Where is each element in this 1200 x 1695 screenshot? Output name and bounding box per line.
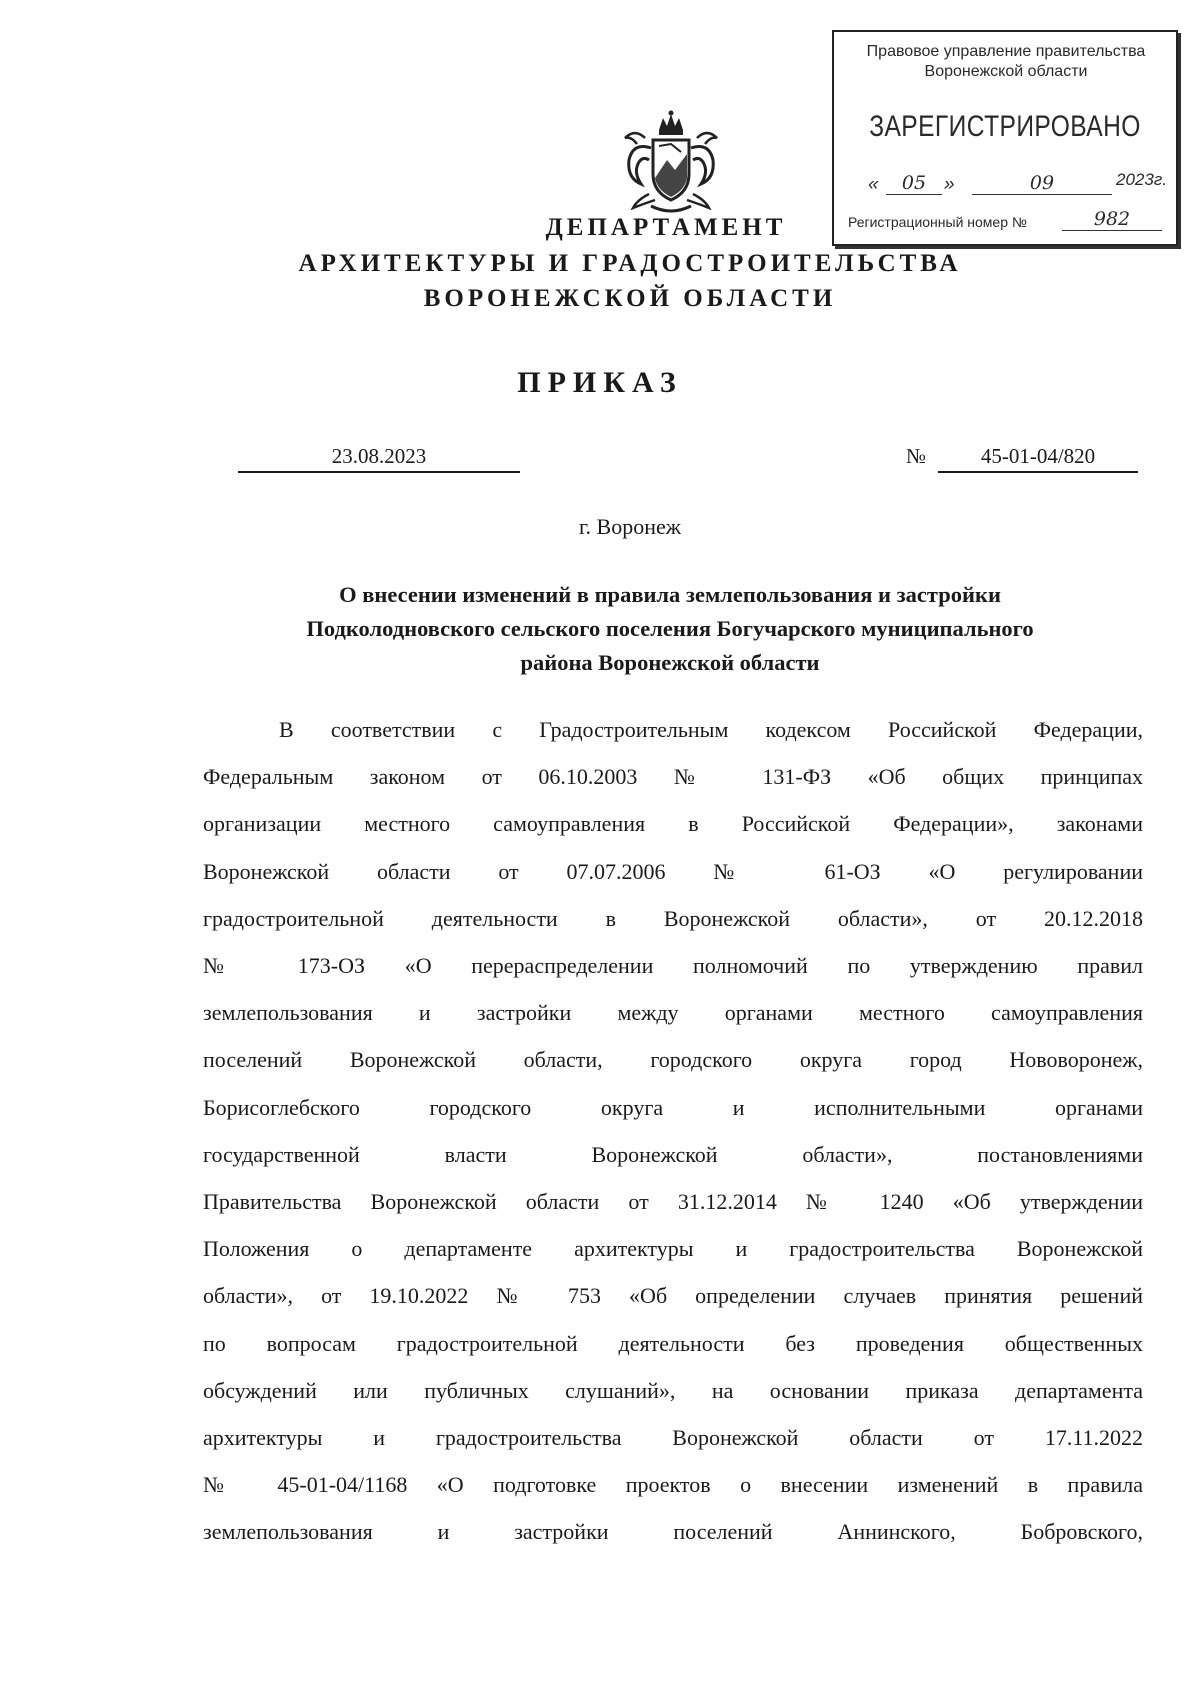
subject-line3: района Воронежской области	[520, 650, 820, 675]
body-line: обсуждений или публичных слушаний», на основании приказа департамента	[203, 1377, 1143, 1403]
body-line: № 45-01-04/1168 «О подготовке проектов о внесении изменений в правила	[203, 1472, 1143, 1498]
stamp-date-close-quote: »	[944, 174, 955, 195]
coat-of-arms-icon	[615, 108, 727, 220]
stamp-date-year: 2023г.	[1116, 170, 1167, 189]
body-line: Федеральным законом от 06.10.2003 № 131-ФЗ «Об общих принципах	[203, 764, 1143, 790]
department-title-line3: ВОРОНЕЖСКОЙ ОБЛАСТИ	[423, 285, 837, 312]
body-line: по вопросам градостроительной деятельности без проведения общественных	[203, 1330, 1143, 1356]
body-line: Борисоглебского городского округа и исполнительными органами	[203, 1094, 1143, 1120]
order-number: 45-01-04/820	[938, 444, 1138, 473]
body-line: № 173-ОЗ «О перераспределении полномочий по утверждению правил	[203, 953, 1143, 979]
body-line: градостроительной деятельности в Воронежской области», от 20.12.2018	[203, 905, 1143, 931]
stamp-registered-label: ЗАРЕГИСТРИРОВАНО	[869, 110, 1141, 143]
order-title: ПРИКАЗ	[517, 366, 683, 399]
stamp-regnum-label: Регистрационный номер №	[848, 214, 1027, 230]
stamp-organization	[844, 42, 1168, 82]
body-line: Положения о департаменте архитектуры и градостроительства Воронежской	[203, 1236, 1143, 1262]
stamp-org-line2: Воронежской области	[924, 63, 1088, 80]
stamp-date-day: 05	[886, 172, 942, 195]
subject-line1: О внесении изменений в правила землепользования и застройки	[339, 582, 1001, 607]
subject-line2: Подколодновского сельского поселения Богучарского муниципального	[306, 616, 1034, 641]
department-title-line1: ДЕПАРТАМЕНТ	[545, 214, 787, 241]
body-line: В соответствии с Градостроительным кодексом Российской Федерации,	[279, 717, 1143, 742]
department-title-line2: АРХИТЕКТУРЫ И ГРАДОСТРОИТЕЛЬСТВА	[298, 250, 962, 277]
order-city: г. Воронеж	[579, 514, 681, 539]
body-line: области», от 19.10.2022 № 753 «Об определении случаев принятия решений	[203, 1283, 1143, 1309]
body-line: землепользования и застройки между органами местного самоуправления	[203, 1000, 1143, 1026]
stamp-org-line1: Правовое управление правительства	[866, 43, 1146, 60]
order-number-sign: №	[906, 444, 927, 468]
body-line: архитектуры и градостроительства Воронежской области от 17.11.2022	[203, 1425, 1143, 1451]
body-line: поселений Воронежской области, городского округа город Нововоронеж,	[203, 1047, 1143, 1073]
body-line: организации местного самоуправления в Российской Федерации», законами	[203, 811, 1143, 837]
order-body	[203, 706, 1143, 1556]
stamp-date-open-quote: «	[868, 174, 879, 195]
stamp-date	[864, 170, 1166, 200]
stamp-regnum-value: 982	[1062, 208, 1162, 231]
body-line: государственной власти Воронежской области», постановлениями	[203, 1141, 1143, 1167]
order-date: 23.08.2023	[238, 444, 520, 473]
body-line: Правительства Воронежской области от 31.12.2014 № 1240 «Об утверждении	[203, 1189, 1143, 1215]
order-subject	[200, 578, 1140, 680]
body-line: Воронежской области от 07.07.2006 № 61-ОЗ «О регулировании	[203, 858, 1143, 884]
body-line: землепользования и застройки поселений Аннинского, Бобровского,	[203, 1519, 1143, 1545]
stamp-date-month: 09	[972, 172, 1112, 195]
